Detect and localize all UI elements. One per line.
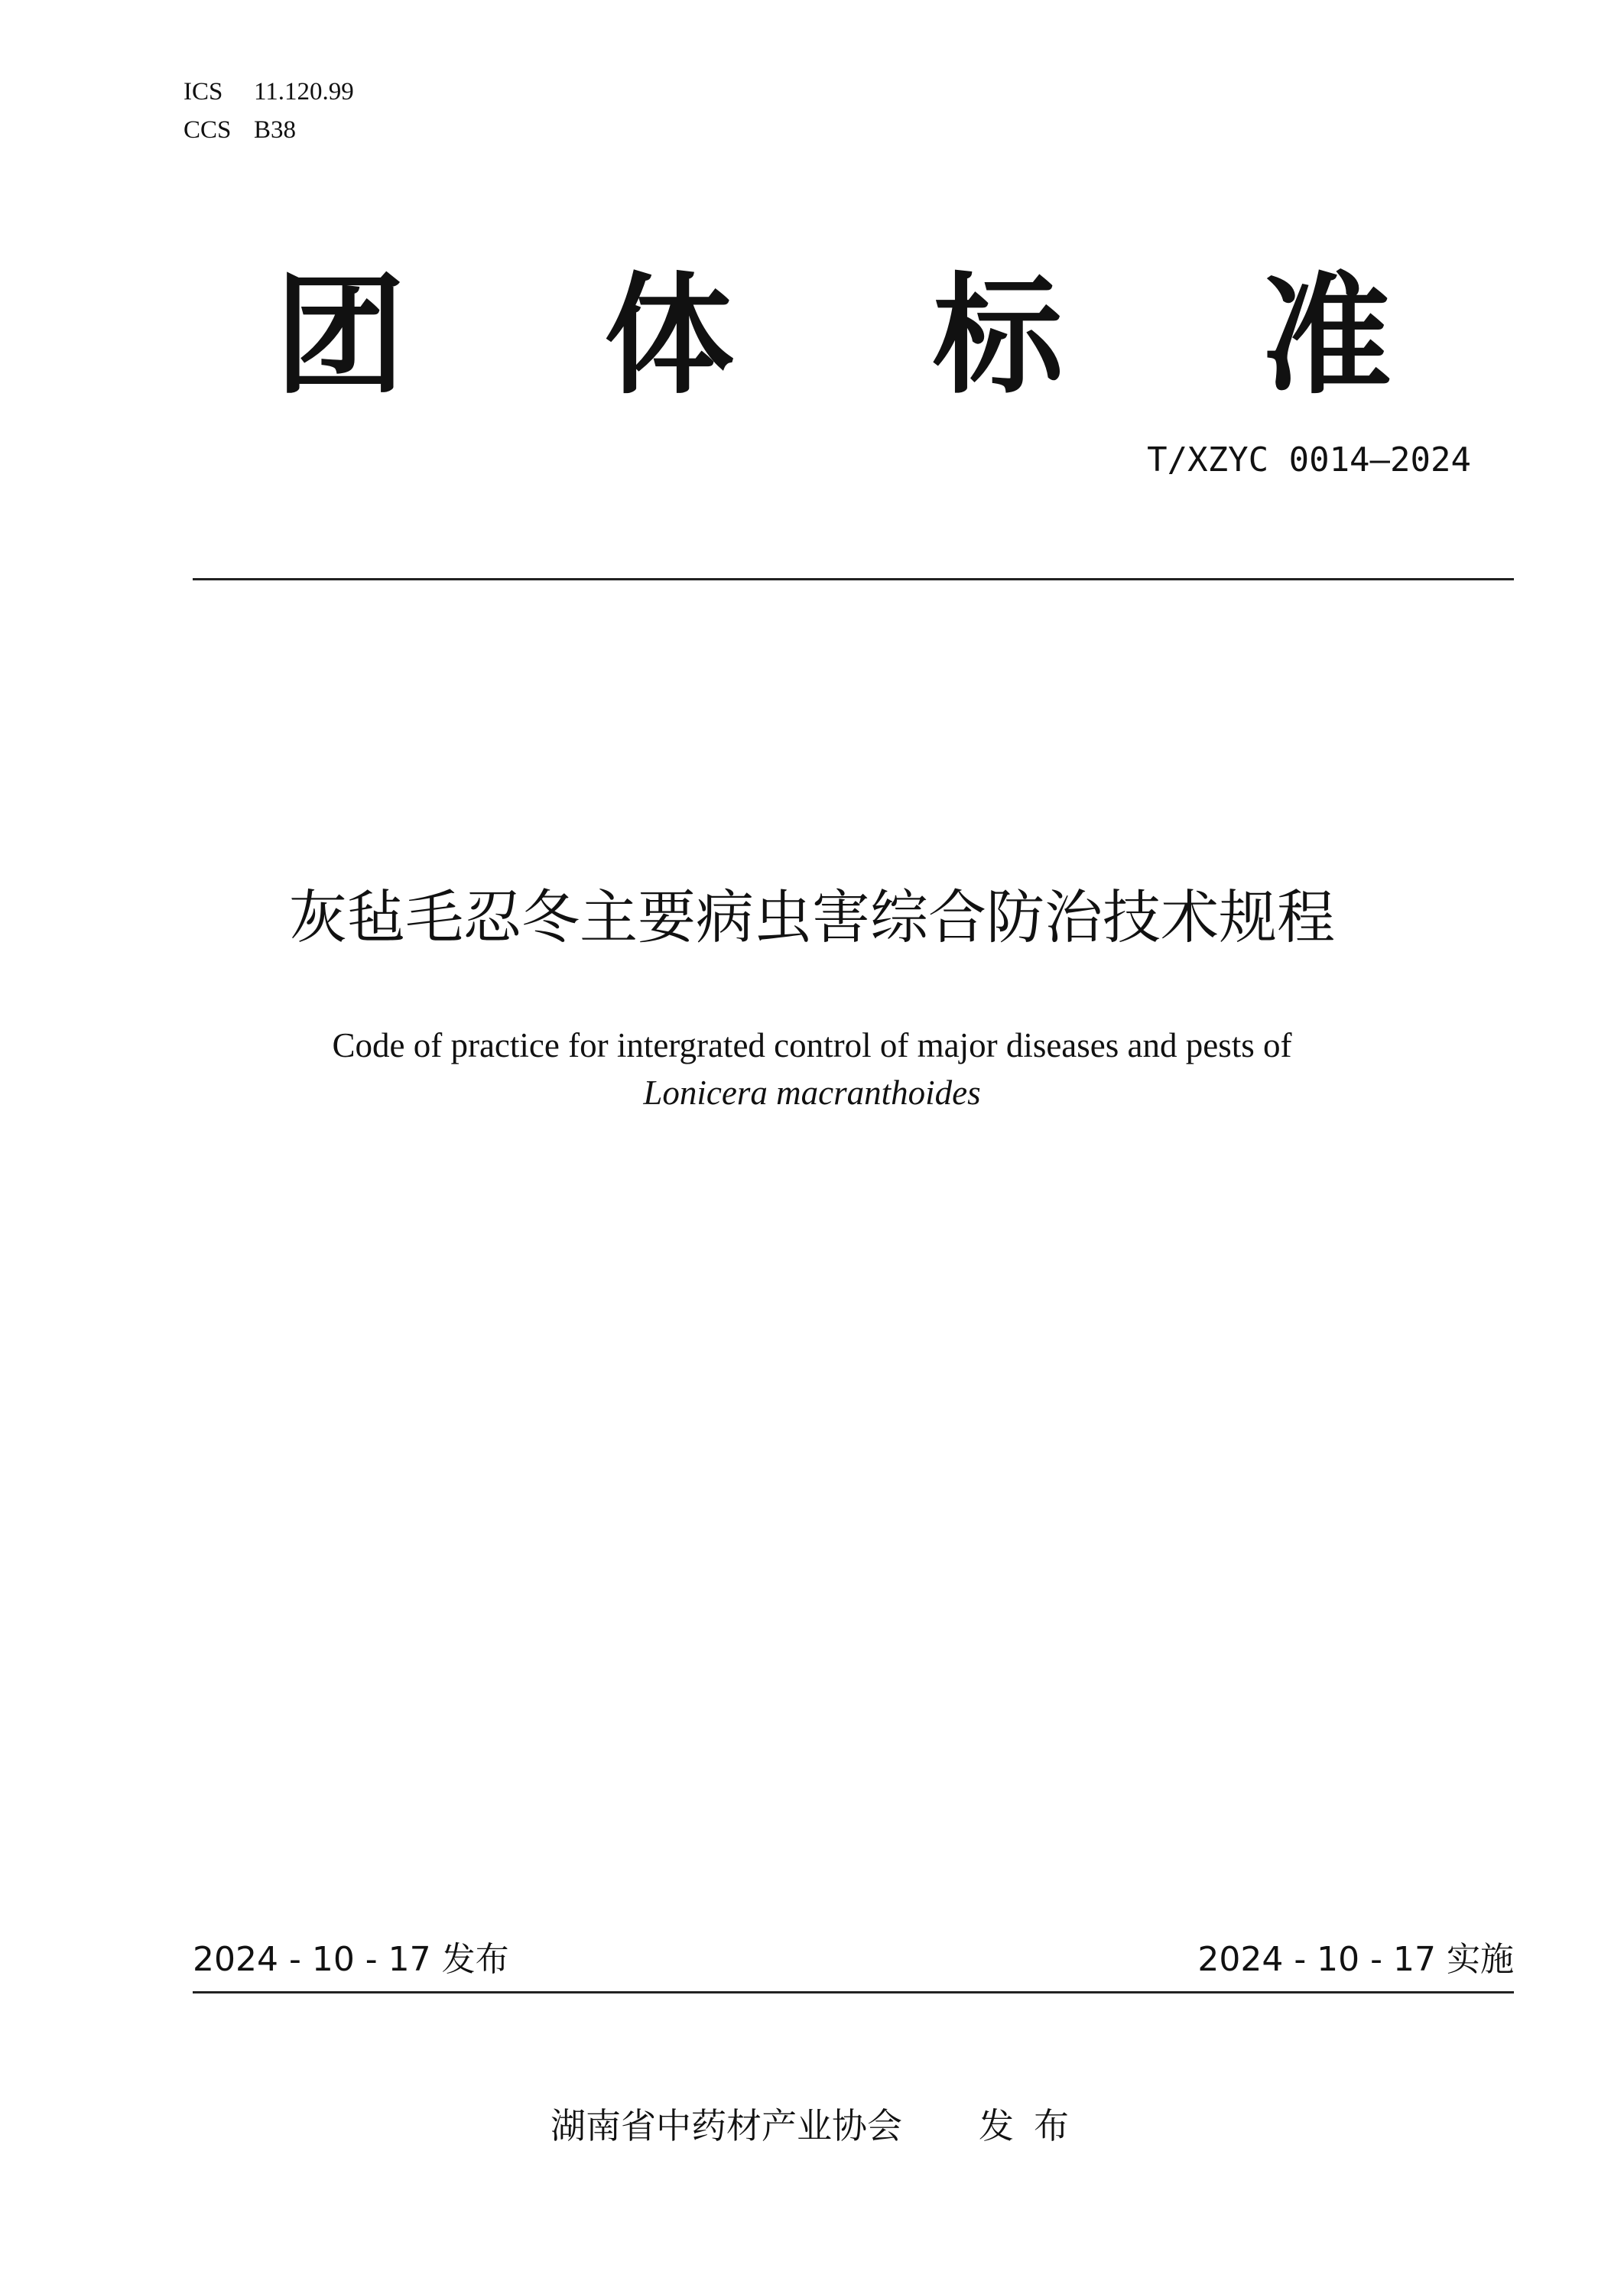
standard-type-char: 准 — [1261, 261, 1392, 412]
document-title-chinese: 灰毡毛忍冬主要病虫害综合防治技术规程 — [289, 883, 1335, 951]
ics-code-line — [184, 76, 354, 107]
ics-code: 11.120.99 — [254, 78, 354, 106]
ccs-code-line — [184, 115, 296, 145]
document-title-english — [0, 1022, 1624, 1116]
publish-action: 发布 — [979, 2105, 1089, 2146]
standard-type-char: 团 — [275, 261, 406, 412]
ccs-code: B38 — [254, 116, 297, 144]
standard-type-char: 标 — [932, 261, 1063, 412]
standard-number: T/XZYC 0014—2024 — [1147, 440, 1471, 479]
bottom-divider — [193, 1991, 1514, 1993]
english-title-line: Code of practice for intergrated control of major diseases and pests of — [332, 1026, 1292, 1064]
species-name: Lonicera macranthoides — [643, 1074, 981, 1112]
standard-type-title — [275, 260, 1392, 413]
publisher-name: 湖南省中药材产业协会 — [551, 2105, 902, 2146]
standard-type-char: 体 — [603, 261, 734, 412]
ccs-label: CCS — [184, 116, 232, 144]
ics-label: ICS — [184, 78, 223, 106]
implementation-date: 2024 - 10 - 17 实施 — [1197, 1940, 1514, 1979]
release-date: 2024 - 10 - 17 发布 — [193, 1940, 509, 1979]
publisher-line — [551, 2103, 1089, 2149]
top-divider — [193, 578, 1514, 580]
